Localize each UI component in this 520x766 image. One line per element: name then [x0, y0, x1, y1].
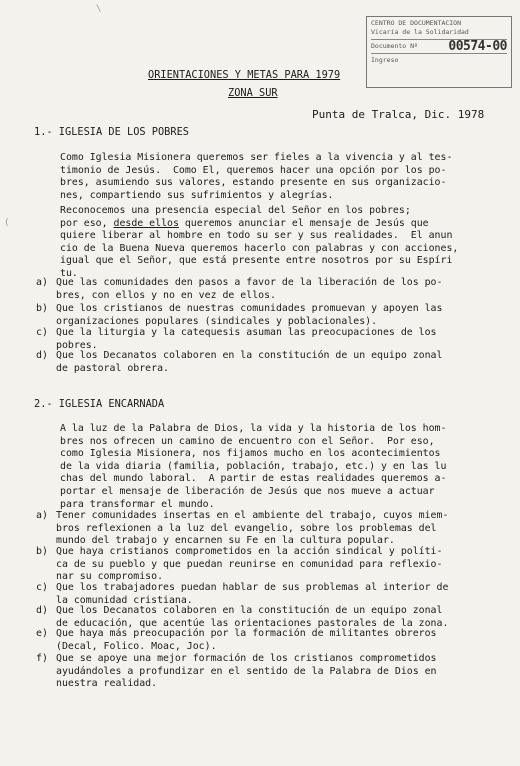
item-text	[56, 546, 442, 584]
text-line: ca de su pueblo y que puedan reunirse en comunidad para reflexio-	[56, 558, 443, 570]
text-line: Que los Decanatos colaboren en la constitución de un equipo zonal	[56, 350, 443, 361]
section-2-heading: 2.- IGLESIA ENCARNADA	[34, 398, 165, 410]
text-line: quiere liberar al hombre en todo su ser y sus realidades. El anun	[60, 230, 453, 242]
stamp-line-2: Vicaría de la Solidaridad	[371, 28, 469, 36]
item-letter: e)	[36, 628, 48, 639]
text-line: Que haya más preocupación por la formación de militantes obreros	[56, 628, 437, 639]
emphasis-desde-ellos: desde ellos	[113, 217, 179, 229]
text-line: bres, con ellos y no en vez de ellos.	[56, 289, 276, 301]
section-1-heading: 1.- IGLESIA DE LOS POBRES	[34, 126, 189, 138]
margin-mark: (	[4, 218, 10, 228]
zone-title: ZONA SUR	[228, 87, 278, 99]
item-text	[56, 582, 448, 607]
text-line: Que se apoye una mejor formación de los cristianos comprometidos	[56, 653, 437, 664]
item-text	[56, 653, 437, 691]
item-text	[56, 327, 437, 352]
text-line: la comunidad cristiana.	[56, 594, 193, 606]
text-line: bres nos ofrecen un camino de encuentro con el Señor. Por eso,	[60, 435, 435, 447]
text-line: bros reflexionen a la luz del evangelio, sobre los problemas del	[56, 522, 437, 534]
text-line: Reconocemos una presencia especial del Señor en los pobres;	[60, 205, 411, 216]
text-line: nar su compromiso.	[56, 571, 164, 583]
archive-stamp	[366, 16, 512, 88]
text-line: chas del mundo laboral. A partir de estas realidades queremos a-	[60, 473, 447, 485]
text-line: Que haya cristianos comprometidos en la acción sindical y políti-	[56, 546, 443, 557]
text-line: de pastoral obrera.	[56, 362, 169, 374]
text-line: (Decal, Folico. Moac, Joc).	[56, 640, 217, 652]
stamp-doc-label: Documento Nº	[371, 39, 507, 51]
text-line: tu.	[60, 267, 78, 279]
text-line: ayudándoles a profundizar en el sentido de la Palabra de Dios en	[56, 665, 437, 677]
text-line: Que las comunidades den pasos a favor de la liberación de los po-	[56, 277, 443, 288]
item-letter: b)	[36, 546, 48, 557]
place-date: Punta de Tralca, Dic. 1978	[312, 108, 485, 121]
text-line: de la vida diaria (familia, población, trabajo, etc.) y en las lu	[60, 460, 447, 472]
text-line: como Iglesia Misionera, nos fijamos mucho en los acontecimientos	[60, 448, 441, 460]
stamp-line-1: CENTRO DE DOCUMENTACION	[371, 19, 462, 27]
text-line: timonio de Jesús. Como El, queremos hacer una opción por los po-	[60, 164, 447, 176]
top-mark: \	[96, 4, 102, 14]
item-letter: f)	[36, 653, 48, 664]
text-line: por eso, desde ellos queremos anunciar el mensaje de Jesús que	[60, 217, 429, 229]
text-line: bres, asumiendo sus valores, estando presente en sus organizacio-	[60, 177, 447, 189]
text-line: Como Iglesia Misionera queremos ser fieles a la vivencia y al tes-	[60, 152, 453, 163]
text-line: Tener comunidades insertas en el ambiente del trabajo, cuyos miem-	[56, 510, 449, 521]
text-line: portar el mensaje de liberación de Jesús que nos mueve a actuar	[60, 485, 435, 497]
section-1-paragraph-1	[60, 152, 452, 202]
text-line: Que los cristianos de nuestras comunidades promuevan y apoyen las	[56, 303, 443, 314]
text-line: cio de la Buena Nueva queremos hacerlo con palabras y con acciones,	[60, 242, 459, 254]
item-letter: c)	[36, 327, 48, 338]
item-text	[56, 605, 448, 630]
text-line: de educación, que acentúe las orientaciones pastorales de la zona.	[56, 617, 449, 629]
item-text	[56, 510, 448, 548]
text-line: A la luz de la Palabra de Dios, la vida y la historia de los hom-	[60, 423, 447, 434]
text-line: Que la liturgia y la catequesis asuman las preocupaciones de los	[56, 327, 437, 338]
item-text	[56, 350, 442, 375]
item-letter: a)	[36, 277, 48, 288]
item-text	[56, 628, 437, 653]
section-1-paragraph-2	[60, 205, 458, 281]
item-letter: d)	[36, 605, 48, 616]
item-letter: c)	[36, 582, 48, 593]
item-letter: d)	[36, 350, 48, 361]
text-line: nes, compartiendo sus sufrimientos y alegrías.	[60, 189, 334, 201]
text-line: organizaciones populares (sindicales y poblacionales).	[56, 315, 378, 327]
text-line: para transformar el mundo.	[60, 498, 215, 510]
text-line: nuestra realidad.	[56, 678, 158, 690]
item-text	[56, 277, 442, 302]
stamp-doc-number: 00574-00	[448, 39, 507, 54]
document-title: ORIENTACIONES Y METAS PARA 1979	[148, 69, 341, 81]
section-2-paragraph-1	[60, 423, 446, 511]
item-letter: b)	[36, 303, 48, 314]
item-letter: a)	[36, 510, 48, 521]
text-line: pobres.	[56, 339, 98, 351]
text-line: Que los Decanatos colaboren en la constitución de un equipo zonal	[56, 605, 443, 616]
text-line: igual que el Señor, que está presente entre nosotros por su Espíri	[60, 255, 453, 267]
stamp-ingreso-label: Ingreso	[371, 53, 507, 65]
item-text	[56, 303, 442, 328]
text-line: Que los trabajadores puedan hablar de sus problemas al interior de	[56, 582, 449, 593]
text-line: mundo del trabajo y encarnen su Fe en la cultura popular.	[56, 535, 395, 547]
